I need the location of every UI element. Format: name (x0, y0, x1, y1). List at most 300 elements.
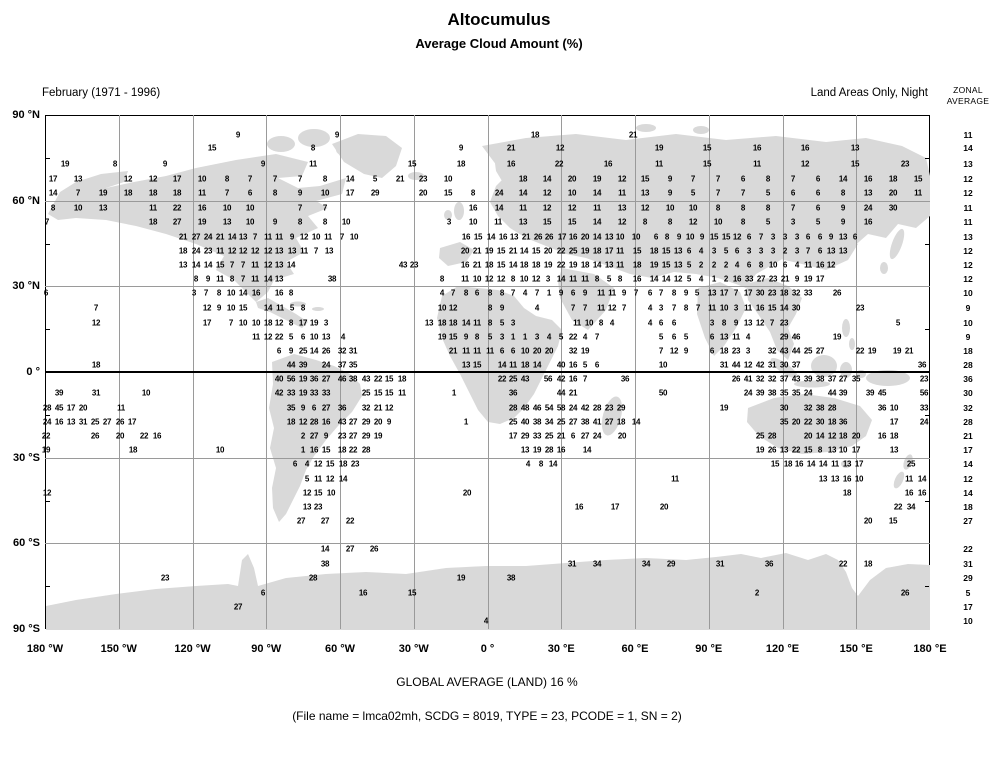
cloud-amount-value: 25 (361, 388, 371, 398)
cloud-amount-value: 20 (791, 417, 801, 427)
cloud-amount-value: 50 (658, 388, 668, 398)
cloud-amount-value: 4 (340, 332, 346, 342)
cloud-amount-value: 33 (532, 431, 542, 441)
cloud-amount-value: 31 (767, 360, 777, 370)
cloud-amount-value: 13 (826, 246, 836, 256)
cloud-amount-value: 17 (604, 246, 614, 256)
page-title: Altocumulus (447, 10, 551, 29)
cloud-amount-value: 11 (314, 474, 322, 484)
cloud-amount-value: 27 (191, 232, 201, 242)
cloud-amount-value: 12 (123, 174, 133, 184)
cloud-amount-value: 10 (685, 232, 695, 242)
cloud-amount-value: 14 (818, 459, 828, 469)
latitude-axis-label: 30 °N (12, 280, 40, 293)
cloud-amount-value: 27 (321, 374, 331, 384)
cloud-amount-value: 15 (661, 246, 671, 256)
cloud-amount-value: 16 (358, 588, 368, 598)
cloud-amount-value: 10 (719, 303, 729, 313)
cloud-amount-value: 12 (313, 459, 323, 469)
cloud-amount-value: 1 (510, 332, 516, 342)
cloud-amount-value: 19 (654, 143, 664, 153)
cloud-amount-value: 15 (325, 459, 335, 469)
cloud-amount-value: 13 (827, 445, 837, 455)
cloud-amount-value: 31 (719, 360, 729, 370)
cloud-amount-value: 11 (597, 303, 605, 313)
cloud-amount-value: 7 (769, 318, 775, 328)
cloud-amount-value: 5 (304, 474, 310, 484)
cloud-amount-value: 6 (247, 188, 253, 198)
cloud-amount-value: 30 (888, 203, 898, 213)
cloud-amount-value: 11 (324, 232, 332, 242)
cloud-amount-value: 18 (889, 431, 899, 441)
cloud-amount-value: 13 (838, 246, 848, 256)
cloud-amount-value: 11 (494, 217, 502, 227)
longitude-axis-label: 60 °W (324, 643, 356, 655)
cloud-amount-value: 21 (628, 130, 638, 140)
cloud-amount-value: 7 (671, 303, 677, 313)
cloud-amount-value: 5 (765, 188, 771, 198)
cloud-amount-value: 11 (597, 288, 605, 298)
cloud-amount-value: 29 (361, 431, 371, 441)
cloud-amount-value: 56 (286, 374, 296, 384)
cloud-amount-value: 10 (584, 318, 594, 328)
cloud-amount-value: 11 (581, 274, 589, 284)
cloud-amount-value: 20 (460, 246, 470, 256)
cloud-amount-value: 14 (649, 274, 659, 284)
cloud-amount-value: 20 (567, 174, 577, 184)
cloud-amount-value: 15 (770, 459, 780, 469)
cloud-amount-value: 19 (568, 260, 578, 270)
cloud-amount-value: 28 (544, 445, 554, 455)
cloud-amount-value: 15 (384, 388, 394, 398)
cloud-amount-value: 32 (791, 288, 801, 298)
cloud-amount-value: 2 (723, 260, 729, 270)
cloud-amount-value: 11 (473, 346, 481, 356)
zonal-average-value: 28 (963, 360, 973, 370)
cloud-amount-value: 29 (616, 403, 626, 413)
cloud-amount-value: 10 (326, 488, 336, 498)
cloud-amount-value: 26 (767, 445, 777, 455)
cloud-amount-value: 13 (222, 217, 232, 227)
cloud-amount-value: 16 (568, 360, 578, 370)
cloud-amount-value: 9 (733, 318, 739, 328)
cloud-amount-value: 32 (767, 374, 777, 384)
longitude-axis-label: 30 °E (547, 643, 575, 655)
cloud-amount-value: 18 (178, 246, 188, 256)
cloud-amount-value: 34 (906, 502, 916, 512)
cloud-amount-value: 23 (855, 303, 865, 313)
cloud-amount-value: 8 (765, 174, 771, 184)
cloud-amount-value: 2 (754, 588, 760, 598)
cloud-amount-value: 8 (721, 318, 727, 328)
cloud-amount-value: 9 (499, 303, 505, 313)
zonal-average-value: 10 (963, 288, 973, 298)
cloud-amount-value: 13 (779, 445, 789, 455)
zonal-average-value: 11 (963, 203, 973, 213)
latitude-minor-tick (46, 501, 50, 502)
cloud-amount-value: 11 (671, 474, 679, 484)
cloud-amount-value: 21 (780, 274, 790, 284)
zonal-average-value: 11 (963, 130, 973, 140)
latitude-minor-tick (46, 244, 50, 245)
cloud-amount-value: 16 (468, 203, 478, 213)
longitude-axis-label: 150 °E (839, 643, 873, 655)
cloud-amount-value: 12 (673, 274, 683, 284)
cloud-amount-value: 27 (580, 431, 590, 441)
cloud-amount-value: 14 (286, 260, 296, 270)
cloud-amount-value: 3 (758, 246, 764, 256)
cloud-amount-value: 14 (494, 203, 504, 213)
cloud-amount-value: 12 (299, 232, 309, 242)
cloud-amount-value: 11 (914, 188, 922, 198)
cloud-amount-value: 56 (543, 374, 553, 384)
cloud-amount-value: 8 (300, 303, 306, 313)
cloud-amount-value: 8 (740, 203, 746, 213)
latitude-axis-label: 60 °N (12, 194, 40, 207)
cloud-amount-value: 10 (665, 203, 675, 213)
cloud-amount-value: 26 (369, 544, 379, 554)
parallel-gridline (45, 286, 930, 287)
cloud-amount-value: 23 (337, 431, 347, 441)
cloud-amount-value: 10 (443, 174, 453, 184)
cloud-amount-value: 12 (827, 431, 837, 441)
cloud-amount-value: 15 (472, 360, 482, 370)
cloud-amount-value: 11 (831, 459, 839, 469)
cloud-amount-value: 13 (324, 246, 334, 256)
cloud-amount-value: 25 (544, 431, 554, 441)
cloud-amount-value: 38 (348, 374, 358, 384)
cloud-amount-value: 13 (287, 246, 297, 256)
cloud-amount-value: 25 (298, 346, 308, 356)
cloud-amount-value: 22 (791, 445, 801, 455)
cloud-amount-value: 8 (667, 217, 673, 227)
cloud-amount-value: 28 (42, 403, 52, 413)
cloud-amount-value: 11 (905, 474, 913, 484)
cloud-amount-value: 10 (341, 217, 351, 227)
cloud-amount-value: 31 (78, 417, 88, 427)
cloud-amount-value: 12 (617, 174, 627, 184)
cloud-amount-value: 12 (755, 318, 765, 328)
cloud-amount-value: 14 (497, 360, 507, 370)
cloud-amount-value: 11 (216, 274, 224, 284)
cloud-amount-value: 16 (568, 374, 578, 384)
cloud-amount-value: 3 (534, 332, 540, 342)
cloud-amount-value: 2 (711, 260, 717, 270)
cloud-amount-value: 29 (666, 559, 676, 569)
cloud-amount-value: 31 (348, 346, 358, 356)
longitude-axis-label: 180 °E (913, 643, 947, 655)
cloud-amount-value: 22 (893, 502, 903, 512)
cloud-amount-value: 23 (409, 260, 419, 270)
cloud-amount-value: 7 (534, 288, 540, 298)
cloud-amount-value: 18 (456, 159, 466, 169)
cloud-amount-value: 20 (888, 188, 898, 198)
cloud-amount-value: 32 (361, 403, 371, 413)
cloud-amount-value: 29 (520, 431, 530, 441)
cloud-amount-value: 33 (744, 274, 754, 284)
cloud-amount-value: 16 (863, 217, 873, 227)
zonal-average-value: 14 (963, 143, 973, 153)
cloud-amount-value: 13 (743, 318, 753, 328)
cloud-amount-value: 16 (506, 159, 516, 169)
cloud-amount-value: 8 (510, 274, 516, 284)
cloud-amount-value: 7 (313, 246, 319, 256)
cloud-amount-value: 35 (779, 388, 789, 398)
cloud-amount-value: 27 (233, 602, 243, 612)
cloud-amount-value: 14 (238, 288, 248, 298)
cloud-amount-value: 24 (919, 417, 929, 427)
cloud-amount-value: 39 (838, 388, 848, 398)
cloud-amount-value: 15 (207, 143, 217, 153)
cloud-amount-value: 12 (202, 303, 212, 313)
cloud-amount-value: 13 (274, 274, 284, 284)
cloud-amount-value: 18 (148, 188, 158, 198)
cloud-amount-value: 7 (690, 174, 696, 184)
cloud-amount-value: 12 (250, 246, 260, 256)
cloud-amount-value: 23 (779, 318, 789, 328)
cloud-amount-value: 11 (608, 288, 616, 298)
cloud-amount-value: 5 (288, 332, 294, 342)
cloud-amount-value: 20 (418, 188, 428, 198)
cloud-amount-value: 2 (723, 274, 729, 284)
cloud-amount-value: 24 (42, 417, 52, 427)
cloud-amount-value: 6 (746, 232, 752, 242)
cloud-amount-value: 8 (715, 203, 721, 213)
cloud-amount-value: 42 (274, 388, 284, 398)
latitude-minor-tick (925, 158, 929, 159)
cloud-amount-value: 40 (520, 417, 530, 427)
cloud-amount-value: 19 (456, 573, 466, 583)
cloud-amount-value: 44 (286, 360, 296, 370)
cloud-amount-value: 4 (698, 246, 704, 256)
cloud-amount-value: 6 (570, 288, 576, 298)
cloud-amount-value: 12 (640, 203, 650, 213)
cloud-amount-value: 24 (568, 403, 578, 413)
cloud-amount-value: 4 (483, 616, 489, 626)
cloud-amount-value: 17 (48, 174, 58, 184)
longitude-axis-label: 120 °W (174, 643, 211, 655)
cloud-amount-value: 16 (568, 232, 578, 242)
cloud-amount-value: 4 (525, 459, 531, 469)
cloud-amount-value: 23 (203, 246, 213, 256)
cloud-amount-value: 32 (568, 346, 578, 356)
cloud-amount-value: 13 (424, 318, 434, 328)
cloud-amount-value: 19 (755, 445, 765, 455)
cloud-amount-value: 1 (522, 332, 528, 342)
cloud-amount-value: 21 (556, 431, 566, 441)
cloud-amount-value: 10 (889, 403, 899, 413)
longitude-axis-label: 0 ° (480, 643, 495, 655)
cloud-amount-value: 11 (593, 203, 601, 213)
cloud-amount-value: 9 (297, 188, 303, 198)
cloud-amount-value: 15 (496, 246, 506, 256)
cloud-amount-value: 27 (348, 417, 358, 427)
cloud-amount-value: 18 (397, 374, 407, 384)
cloud-amount-value: 9 (699, 232, 705, 242)
cloud-amount-value: 38 (506, 573, 516, 583)
cloud-amount-value: 43 (337, 417, 347, 427)
cloud-amount-value: 9 (828, 232, 834, 242)
cloud-amount-value: 30 (755, 288, 765, 298)
cloud-amount-value: 12 (743, 360, 753, 370)
cloud-amount-value: 16 (755, 303, 765, 313)
cloud-amount-value: 11 (753, 159, 761, 169)
cloud-amount-value: 25 (568, 246, 578, 256)
cloud-amount-value: 36 (620, 374, 630, 384)
cloud-amount-value: 11 (616, 246, 624, 256)
cloud-amount-value: 6 (817, 246, 823, 256)
cloud-amount-value: 11 (486, 346, 494, 356)
cloud-amount-value: 16 (498, 232, 508, 242)
cloud-amount-value: 21 (448, 346, 458, 356)
cloud-amount-value: 25 (508, 417, 518, 427)
cloud-amount-value: 38 (815, 403, 825, 413)
cloud-amount-value: 9 (205, 274, 211, 284)
zonal-average-value: 12 (963, 174, 973, 184)
cloud-amount-value: 11 (264, 232, 272, 242)
cloud-amount-value: 37 (791, 360, 801, 370)
cloud-amount-value: 23 (900, 159, 910, 169)
page-subtitle: Average Cloud Amount (%) (415, 36, 583, 51)
cloud-amount-value: 14 (461, 318, 471, 328)
cloud-amount-value: 4 (647, 303, 653, 313)
cloud-amount-value: 6 (709, 332, 715, 342)
cloud-amount-value: 14 (592, 232, 602, 242)
cloud-amount-value: 7 (790, 203, 796, 213)
latitude-minor-tick (46, 415, 50, 416)
cloud-amount-value: 16 (904, 488, 914, 498)
cloud-amount-value: 8 (474, 332, 480, 342)
cloud-amount-value: 22 (274, 332, 284, 342)
zonal-header-line1: ZONAL (953, 85, 983, 95)
cloud-amount-value: 35 (791, 388, 801, 398)
cloud-amount-value: 6 (311, 403, 317, 413)
cloud-amount-value: 14 (309, 346, 319, 356)
cloud-amount-value: 3 (545, 274, 551, 284)
cloud-amount-value: 16 (321, 417, 331, 427)
cloud-amount-value: 12 (238, 246, 248, 256)
cloud-amount-value: 10 (215, 445, 225, 455)
cloud-amount-value: 16 (574, 502, 584, 512)
cloud-amount-value: 22 (345, 516, 355, 526)
cloud-amount-value: 43 (779, 346, 789, 356)
cloud-amount-value: 35 (286, 403, 296, 413)
cloud-amount-value: 18 (519, 260, 529, 270)
cloud-amount-value: 40 (274, 374, 284, 384)
cloud-amount-value: 18 (520, 360, 530, 370)
cloud-amount-value: 7 (272, 174, 278, 184)
cloud-amount-value: 3 (658, 303, 664, 313)
cloud-amount-value: 11 (275, 232, 283, 242)
cloud-amount-value: 21 (472, 246, 482, 256)
cloud-amount-value: 45 (54, 403, 64, 413)
cloud-amount-value: 15 (448, 332, 458, 342)
cloud-amount-value: 13 (604, 232, 614, 242)
cloud-amount-value: 12 (302, 488, 312, 498)
cloud-amount-value: 6 (746, 260, 752, 270)
cloud-amount-value: 28 (309, 417, 319, 427)
cloud-amount-value: 5 (686, 260, 692, 270)
cloud-amount-value: 15 (473, 232, 483, 242)
cloud-amount-value: 12 (384, 403, 394, 413)
cloud-amount-value: 23 (731, 346, 741, 356)
cloud-amount-value: 25 (508, 374, 518, 384)
cloud-amount-value: 10 (251, 318, 261, 328)
cloud-amount-value: 17 (508, 431, 518, 441)
cloud-amount-value: 6 (815, 203, 821, 213)
cloud-amount-value: 18 (842, 488, 852, 498)
cloud-amount-value: 46 (791, 332, 801, 342)
cloud-amount-value: 13 (321, 332, 331, 342)
cloud-amount-value: 44 (827, 388, 837, 398)
cloud-amount-value: 14 (582, 445, 592, 455)
cloud-amount-value: 15 (567, 217, 577, 227)
cloud-amount-value: 9 (621, 288, 627, 298)
cloud-amount-value: 8 (322, 217, 328, 227)
cloud-amount-value: 10 (713, 217, 723, 227)
cloud-amount-value: 19 (592, 174, 602, 184)
cloud-amount-value: 21 (506, 143, 516, 153)
zonal-average-value: 18 (963, 346, 973, 356)
cloud-amount-value: 12 (496, 274, 506, 284)
cloud-amount-value: 48 (520, 403, 530, 413)
cloud-amount-value: 30 (791, 303, 801, 313)
cloud-amount-value: 18 (530, 130, 540, 140)
cloud-amount-value: 9 (683, 346, 689, 356)
cloud-amount-value: 16 (461, 232, 471, 242)
cloud-amount-value: 10 (73, 203, 83, 213)
cloud-amount-value: 6 (499, 346, 505, 356)
cloud-amount-value: 7 (594, 332, 600, 342)
cloud-amount-value: 8 (740, 217, 746, 227)
cloud-amount-value: 9 (667, 188, 673, 198)
cloud-amount-value: 18 (649, 246, 659, 256)
cloud-amount-value: 31 (91, 388, 101, 398)
cloud-amount-value: 22 (855, 346, 865, 356)
cloud-amount-value: 3 (770, 246, 776, 256)
cloud-amount-value: 14 (532, 360, 542, 370)
cloud-amount-value: 13 (238, 232, 248, 242)
cloud-amount-value: 17 (719, 288, 729, 298)
cloud-amount-value: 44 (791, 346, 801, 356)
latitude-minor-tick (46, 329, 50, 330)
cloud-amount-value: 20 (373, 417, 383, 427)
cloud-amount-value: 7 (297, 203, 303, 213)
cloud-amount-value: 16 (800, 143, 810, 153)
cloud-amount-value: 13 (818, 474, 828, 484)
cloud-amount-value: 9 (458, 143, 464, 153)
cloud-amount-value: 16 (863, 174, 873, 184)
cloud-amount-value: 9 (386, 417, 392, 427)
cloud-amount-value: 18 (580, 260, 590, 270)
cloud-amount-value: 14 (815, 431, 825, 441)
cloud-amount-value: 8 (487, 318, 493, 328)
cloud-amount-value: 16 (274, 288, 284, 298)
cloud-amount-value: 8 (617, 274, 623, 284)
cloud-amount-value: 7 (715, 174, 721, 184)
cloud-amount-value: 1 (463, 417, 469, 427)
cloud-amount-value: 6 (709, 346, 715, 356)
cloud-amount-value: 4 (745, 332, 751, 342)
cloud-amount-value: 27 (320, 516, 330, 526)
cloud-amount-value: 7 (322, 203, 328, 213)
cloud-amount-value: 8 (297, 217, 303, 227)
zonal-average-value: 9 (965, 303, 971, 313)
zonal-average-value: 12 (963, 274, 973, 284)
cloud-amount-value: 14 (548, 459, 558, 469)
cloud-amount-value: 5 (606, 274, 612, 284)
cloud-amount-value: 3 (510, 318, 516, 328)
